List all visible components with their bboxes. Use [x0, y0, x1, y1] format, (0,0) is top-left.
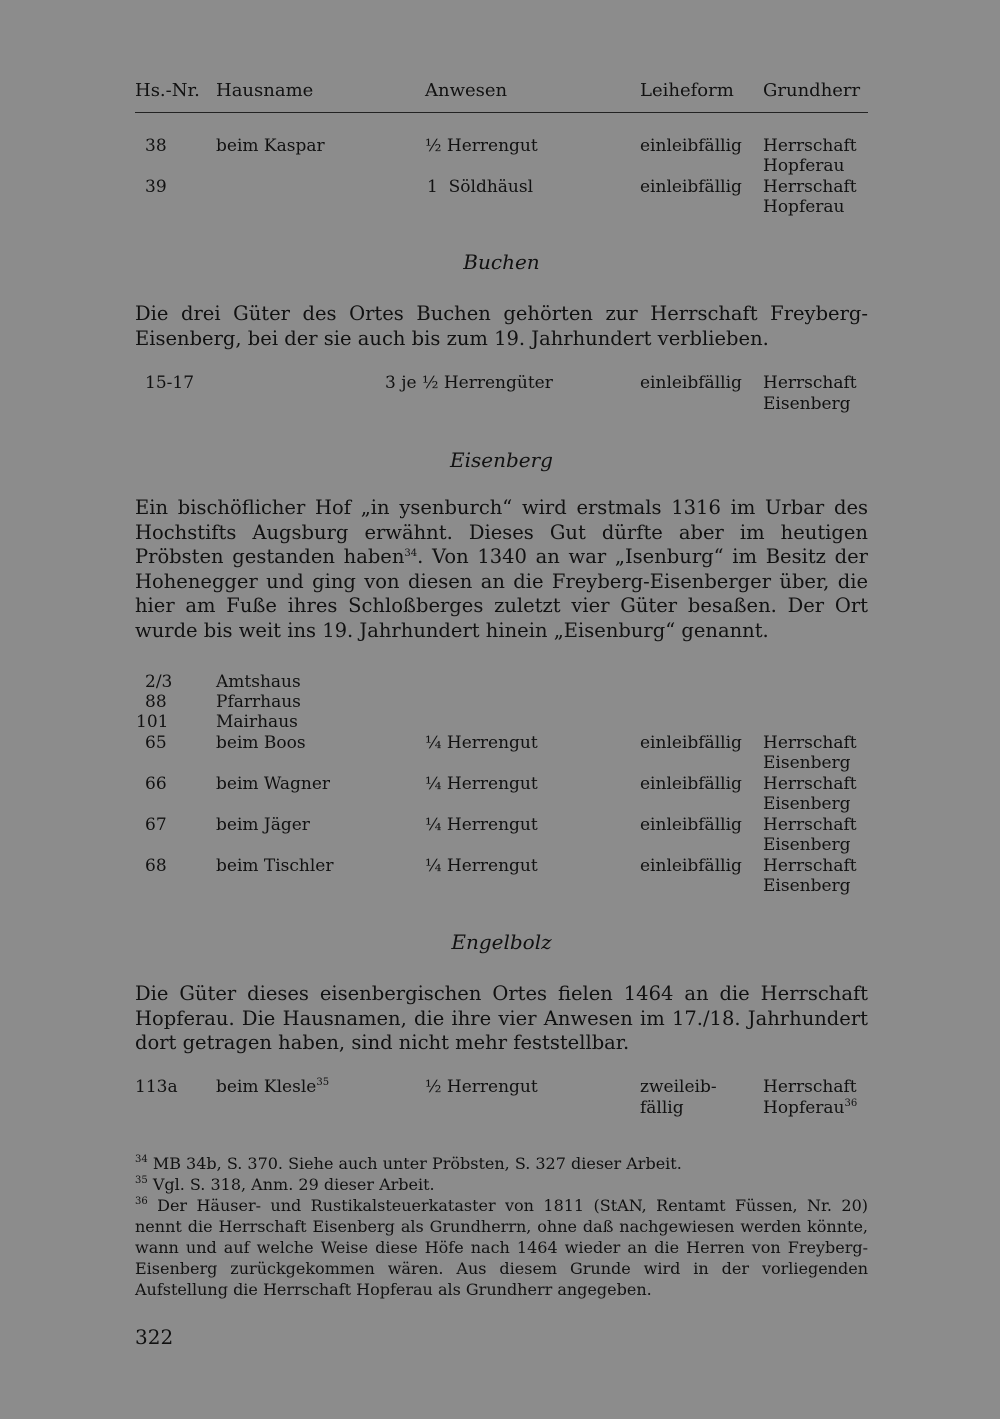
- paragraph-buchen: [135, 302, 868, 351]
- paragraph-engelbolz: [135, 982, 868, 1056]
- row-hausname: Amtshaus: [216, 672, 301, 692]
- section-heading-engelbolz: Engelbolz: [451, 930, 552, 954]
- row-nr: 65: [145, 733, 167, 753]
- row-hausname: Pfarrhaus: [216, 692, 301, 712]
- row-hausname: beim Kaspar: [216, 136, 325, 156]
- row-leiheform: einleibfällig: [640, 733, 742, 753]
- row-grundherr-cont: Eisenberg: [763, 794, 851, 814]
- row-hausname: Mairhaus: [216, 712, 298, 732]
- row-nr: 38: [145, 136, 167, 156]
- row-leiheform-cont: fällig: [640, 1098, 684, 1118]
- row-anwesen: 3 je ½ Herrengüter: [385, 373, 553, 393]
- row-anwesen: ¼ Herrengut: [425, 733, 538, 753]
- paragraph-eisenberg: [135, 496, 868, 643]
- row-grundherr: Herrschaft: [763, 177, 857, 197]
- row-hausname: beim Klesle$^{35}$: [216, 1077, 330, 1097]
- row-leiheform: einleibfällig: [640, 136, 742, 156]
- row-grundherr: Herrschaft: [763, 856, 857, 876]
- paragraph-text: Die drei Güter des Ortes Buchen gehörten zur Herrschaft Freyberg-Eisenberg, bei der sie auch bis zum 19. Jahrhundert verblieben.: [135, 302, 868, 350]
- row-nr: 88: [145, 692, 167, 712]
- paragraph-text: Ein bischöflicher Hof „in ysenburch“ wird erstmals 1316 im Urbar des Hochstifts Augsburg erwähnt. Dieses Gut dürfte aber im heutigen Pröbsten gestanden haben: [135, 496, 868, 568]
- footnote-ref: 36: [844, 1098, 858, 1109]
- row-nr: 67: [145, 815, 167, 835]
- row-nr: 66: [145, 774, 167, 794]
- row-anwesen: 1 Söldhäusl: [427, 177, 534, 197]
- footnote-ref: 34: [404, 548, 418, 559]
- row-nr: 39: [145, 177, 167, 197]
- row-grundherr-cont: Hopferau: [763, 197, 845, 217]
- row-grundherr: Herrschaft: [763, 774, 857, 794]
- row-nr: 101: [136, 712, 169, 732]
- row-grundherr-cont: Eisenberg: [763, 835, 851, 855]
- row-grundherr-cont: Eisenberg: [763, 876, 851, 896]
- row-leiheform: einleibfällig: [640, 373, 742, 393]
- paragraph-text: Die Güter dieses eisenbergischen Ortes fielen 1464 an die Herrschaft Hopferau. Die Hausnamen, die ihre vier Anwesen im 17./18. Jahrhundert dort getragen haben, sind nicht mehr feststellbar.: [135, 982, 868, 1054]
- row-nr: 68: [145, 856, 167, 876]
- row-anwesen: ½ Herrengut: [425, 136, 538, 156]
- row-nr: 2/3: [145, 672, 173, 692]
- row-grundherr: Herrschaft: [763, 815, 857, 835]
- footnote-36: $^{36}$ Der Häuser- und Rustikalsteuerkataster von 1811 (StAN, Rentamt Füssen, Nr. 20) nennt die Herrschaft Eisenberg als Grundherrn, ohne daß nachgewiesen werden könnte, wann und auf welche Weise diese Höfe nach 1464 wieder an die Herren von Freyberg-Eisenberg zurückgekommen wären. Aus diesem Grunde wird in der vorliegenden Aufstellung die Herrschaft Hopferau als Grundherr angegeben.: [135, 1196, 868, 1299]
- col-header-hausname: Hausname: [216, 80, 314, 101]
- col-header-leiheform: Leiheform: [640, 80, 734, 101]
- row-leiheform: einleibfällig: [640, 774, 742, 794]
- footnote-35: $^{35}$ Vgl. S. 318, Anm. 29 dieser Arbeit.: [135, 1175, 435, 1194]
- row-nr: 113a: [135, 1077, 178, 1097]
- row-leiheform: zweileib-: [640, 1077, 717, 1097]
- page-number: 322: [135, 1325, 174, 1349]
- row-leiheform: einleibfällig: [640, 856, 742, 876]
- col-header-nr: Hs.-Nr.: [135, 80, 200, 101]
- footnote-ref: 35: [316, 1077, 330, 1088]
- section-heading-buchen: Buchen: [463, 250, 540, 274]
- row-nr: 15-17: [145, 373, 195, 393]
- row-grundherr: Herrschaft: [763, 1077, 857, 1097]
- row-leiheform: einleibfällig: [640, 177, 742, 197]
- row-leiheform: einleibfällig: [640, 815, 742, 835]
- row-anwesen: ¼ Herrengut: [425, 856, 538, 876]
- footnotes: [135, 1153, 868, 1300]
- row-hausname: beim Jäger: [216, 815, 310, 835]
- row-anwesen: ¼ Herrengut: [425, 815, 538, 835]
- row-grundherr-cont: Eisenberg: [763, 753, 851, 773]
- row-grundherr-cont: Eisenberg: [763, 394, 851, 414]
- col-header-anwesen: Anwesen: [425, 80, 508, 101]
- col-header-grundherr: Grundherr: [763, 80, 861, 101]
- header-rule: [135, 112, 868, 113]
- row-hausname: beim Boos: [216, 733, 306, 753]
- row-grundherr: Herrschaft: [763, 733, 857, 753]
- row-hausname: beim Wagner: [216, 774, 331, 794]
- row-anwesen: ¼ Herrengut: [425, 774, 538, 794]
- row-grundherr-cont: Hopferau$^{36}$: [763, 1098, 858, 1118]
- row-grundherr: Herrschaft: [763, 373, 857, 393]
- row-anwesen: ½ Herrengut: [425, 1077, 538, 1097]
- row-grundherr: Herrschaft: [763, 136, 857, 156]
- paragraph-text: . Von 1340 an war „Isenburg“ im Besitz der Hohenegger und ging von diesen an die Freyberg-Eisenberger über, die hier am Fuße ihres Schloßberges zuletzt vier Güter besaßen. Der Ort wurde bis weit ins 19. Jahrhundert hinein „Eisenburg“ genannt.: [135, 545, 868, 642]
- section-heading-eisenberg: Eisenberg: [450, 448, 553, 472]
- footnote-34: $^{34}$ MB 34b, S. 370. Siehe auch unter Pröbsten, S. 327 dieser Arbeit.: [135, 1154, 682, 1173]
- row-grundherr-cont: Hopferau: [763, 156, 845, 176]
- row-hausname: beim Tischler: [216, 856, 334, 876]
